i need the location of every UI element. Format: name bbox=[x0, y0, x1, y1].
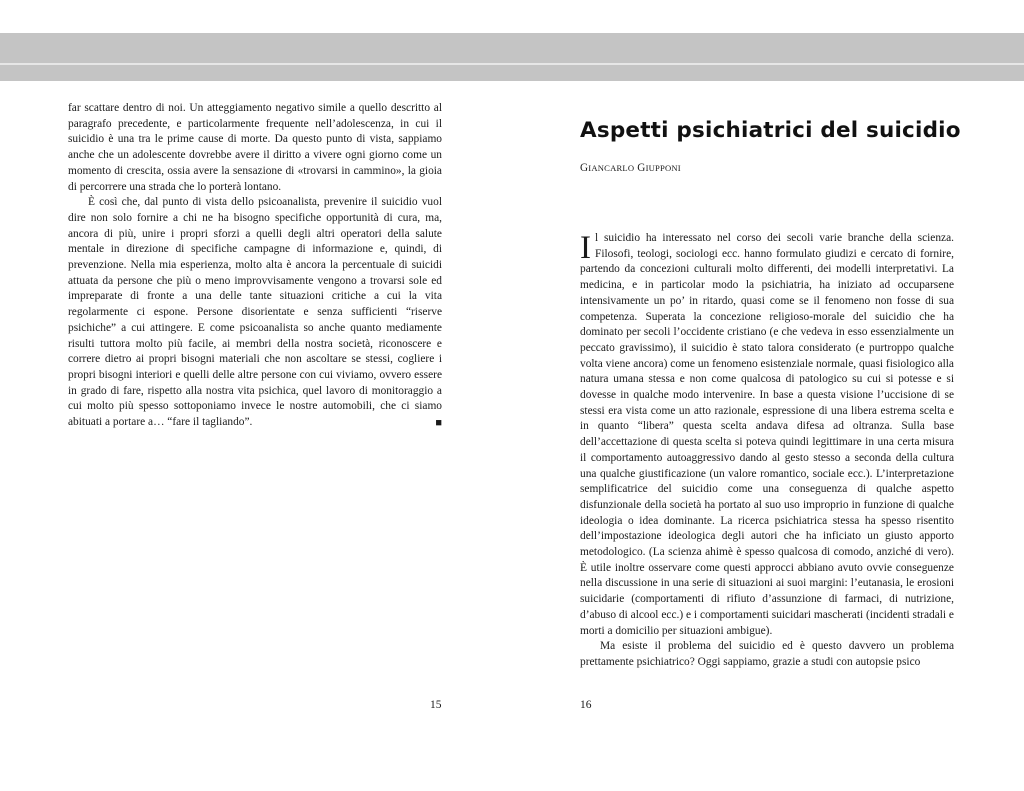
header-band bbox=[0, 33, 1024, 81]
left-page-text bbox=[68, 101, 442, 432]
right-page-text bbox=[580, 231, 954, 671]
page-number-left: 15 bbox=[430, 699, 442, 711]
author-last-initial: G bbox=[637, 162, 646, 174]
left-paragraph-2 bbox=[68, 195, 442, 431]
right-paragraph-1-text: l suicidio ha interessato nel corso dei secoli varie branche della scienza. Filosofi, teologi, sociologi ecc. hanno formulato giudizi e cercato di fornire, partendo da concezioni culturali molto differenti, dei modelli interpretativi. La medicina, e in particolar modo la psichiatria, ha iniziato ad occuparsene intensivamente un po’ in ritardo, quasi come se il fenomeno non fosse di sua competenza. Superata la concezione religioso-morale del suicidio che ha dominato per secoli l’occidente cristiano (e che vedeva in esso essenzialmente un peccato gravissimo), il suicidio è stato talora considerato (e purtroppo qualche volta viene ancora) come un fenomeno esistenziale normale, quasi fisiologico alla natura umana stessa e non come qualcosa di patologico su cui si potesse e si dovesse in qualche modo intervenire. In base a questa visione l’uccisione di se stessi era vista come un atto razionale, espressione di una libera estrema scelta e in quanto “libera” questa scelta andava difesa ad oltranza. Sulla base dell’accettazione di questa scelta si poteva quindi legittimare in una certa misura il comportamento autoaggressivo dando al gesto stesso a seconda della cultura una qualche giustificazione (un valore romantico, sociale ecc.). L’interpretazione semplificatrice del suicidio come una conseguenza di qualche aspetto disfunzionale della società ha portato al suo uso improprio in funzione di qualche ideologia o idea dominante. La ricerca psichiatrica stessa ha spesso risentito dell’impostazione ideologica degli autori che ha inficiato un giusto apporto metodologico. (La scienza ahimè è spesso qualcosa di comodo, anziché di vero). È utile inoltre osservare come questi approcci abbiano avuto ovvie conseguenze nella discussione in una serie di situazioni ai suoi margini: l’eutanasia, le erosioni suicidarie (comportamenti di rifiuto d’assunzione di farmaci, di nutrizione, d’abuso di alcool ecc.) e i comportamenti suicidari mascherati (incidenti stradali e morti a domicilio per situazioni ambigue). bbox=[580, 232, 954, 637]
author-last-rest: IUPPONI bbox=[645, 163, 681, 173]
drop-cap: I bbox=[580, 230, 591, 266]
author-first-initial: G bbox=[580, 162, 589, 174]
author-name bbox=[580, 162, 681, 174]
page-number-right: 16 bbox=[580, 699, 592, 711]
right-paragraph-2: Ma esiste il problema del suicidio ed è questo davvero un problema prettamente psichiatrico? Oggi sappiamo, grazie a studi con autopsie psico bbox=[580, 640, 954, 668]
right-paragraph-1 bbox=[580, 231, 954, 639]
article-title: Aspetti psichiatrici del suicidio bbox=[580, 118, 961, 143]
end-of-article-mark: ■ bbox=[435, 417, 442, 430]
author-first-rest: IANCARLO bbox=[588, 163, 635, 173]
header-band-divider bbox=[0, 63, 1024, 65]
left-paragraph-1: far scattare dentro di noi. Un atteggiamento negativo simile a quello descritto al paragrafo precedente, e particolarmente frequente nell’adolescenza, in cui il suicidio è una tra le prime cause di morte. Da questo punto di vista, sappiamo anche che un adolescente dovrebbe avere il diritto a vivere ogni giorno come un momento di crescita, ossia avere la sensazione di «trovarsi in cammino», la gioia di percorrere una strada che lo porterà lontano. bbox=[68, 102, 442, 193]
left-paragraph-2-text: È così che, dal punto di vista dello psicoanalista, prevenire il suicidio vuol dire non solo fornire a chi ne ha bisogno specifiche opportunità di cura, ma, ancora di più, unire i propri sforzi a quelli degli altri operatori della salute mentale in direzione di specifiche campagne di informazione e, quindi, di prevenzione. Nella mia esperienza, molto alta è ancora la percentuale di suicidi attuata da persone che più o meno improvvisamente vengono a trovarsi sole ed impreparate di fronte a una delle tante situazioni critiche a cui la vita regolarmente ci espone. Persone disorientate e senza sufficienti “riserve psichiche” a cui attingere. E come psicoanalista so anche quanto mediamente risulti tuttora molto più facile, ai membri della nostra società, riconoscere e correre dietro ai propri bisogni materiali che non ascoltare se stessi, cogliere i propri bisogni interiori e quelli delle altre persone con cui viviamo, ovvero essere in grado di fare, rispetto alla nostra vita psichica, quel lavoro di monitoraggio a cui molto più spesso sottoponiamo invece le nostre automobili, che ci siamo abituati a portare a… “fare il tagliando”. bbox=[68, 196, 442, 429]
